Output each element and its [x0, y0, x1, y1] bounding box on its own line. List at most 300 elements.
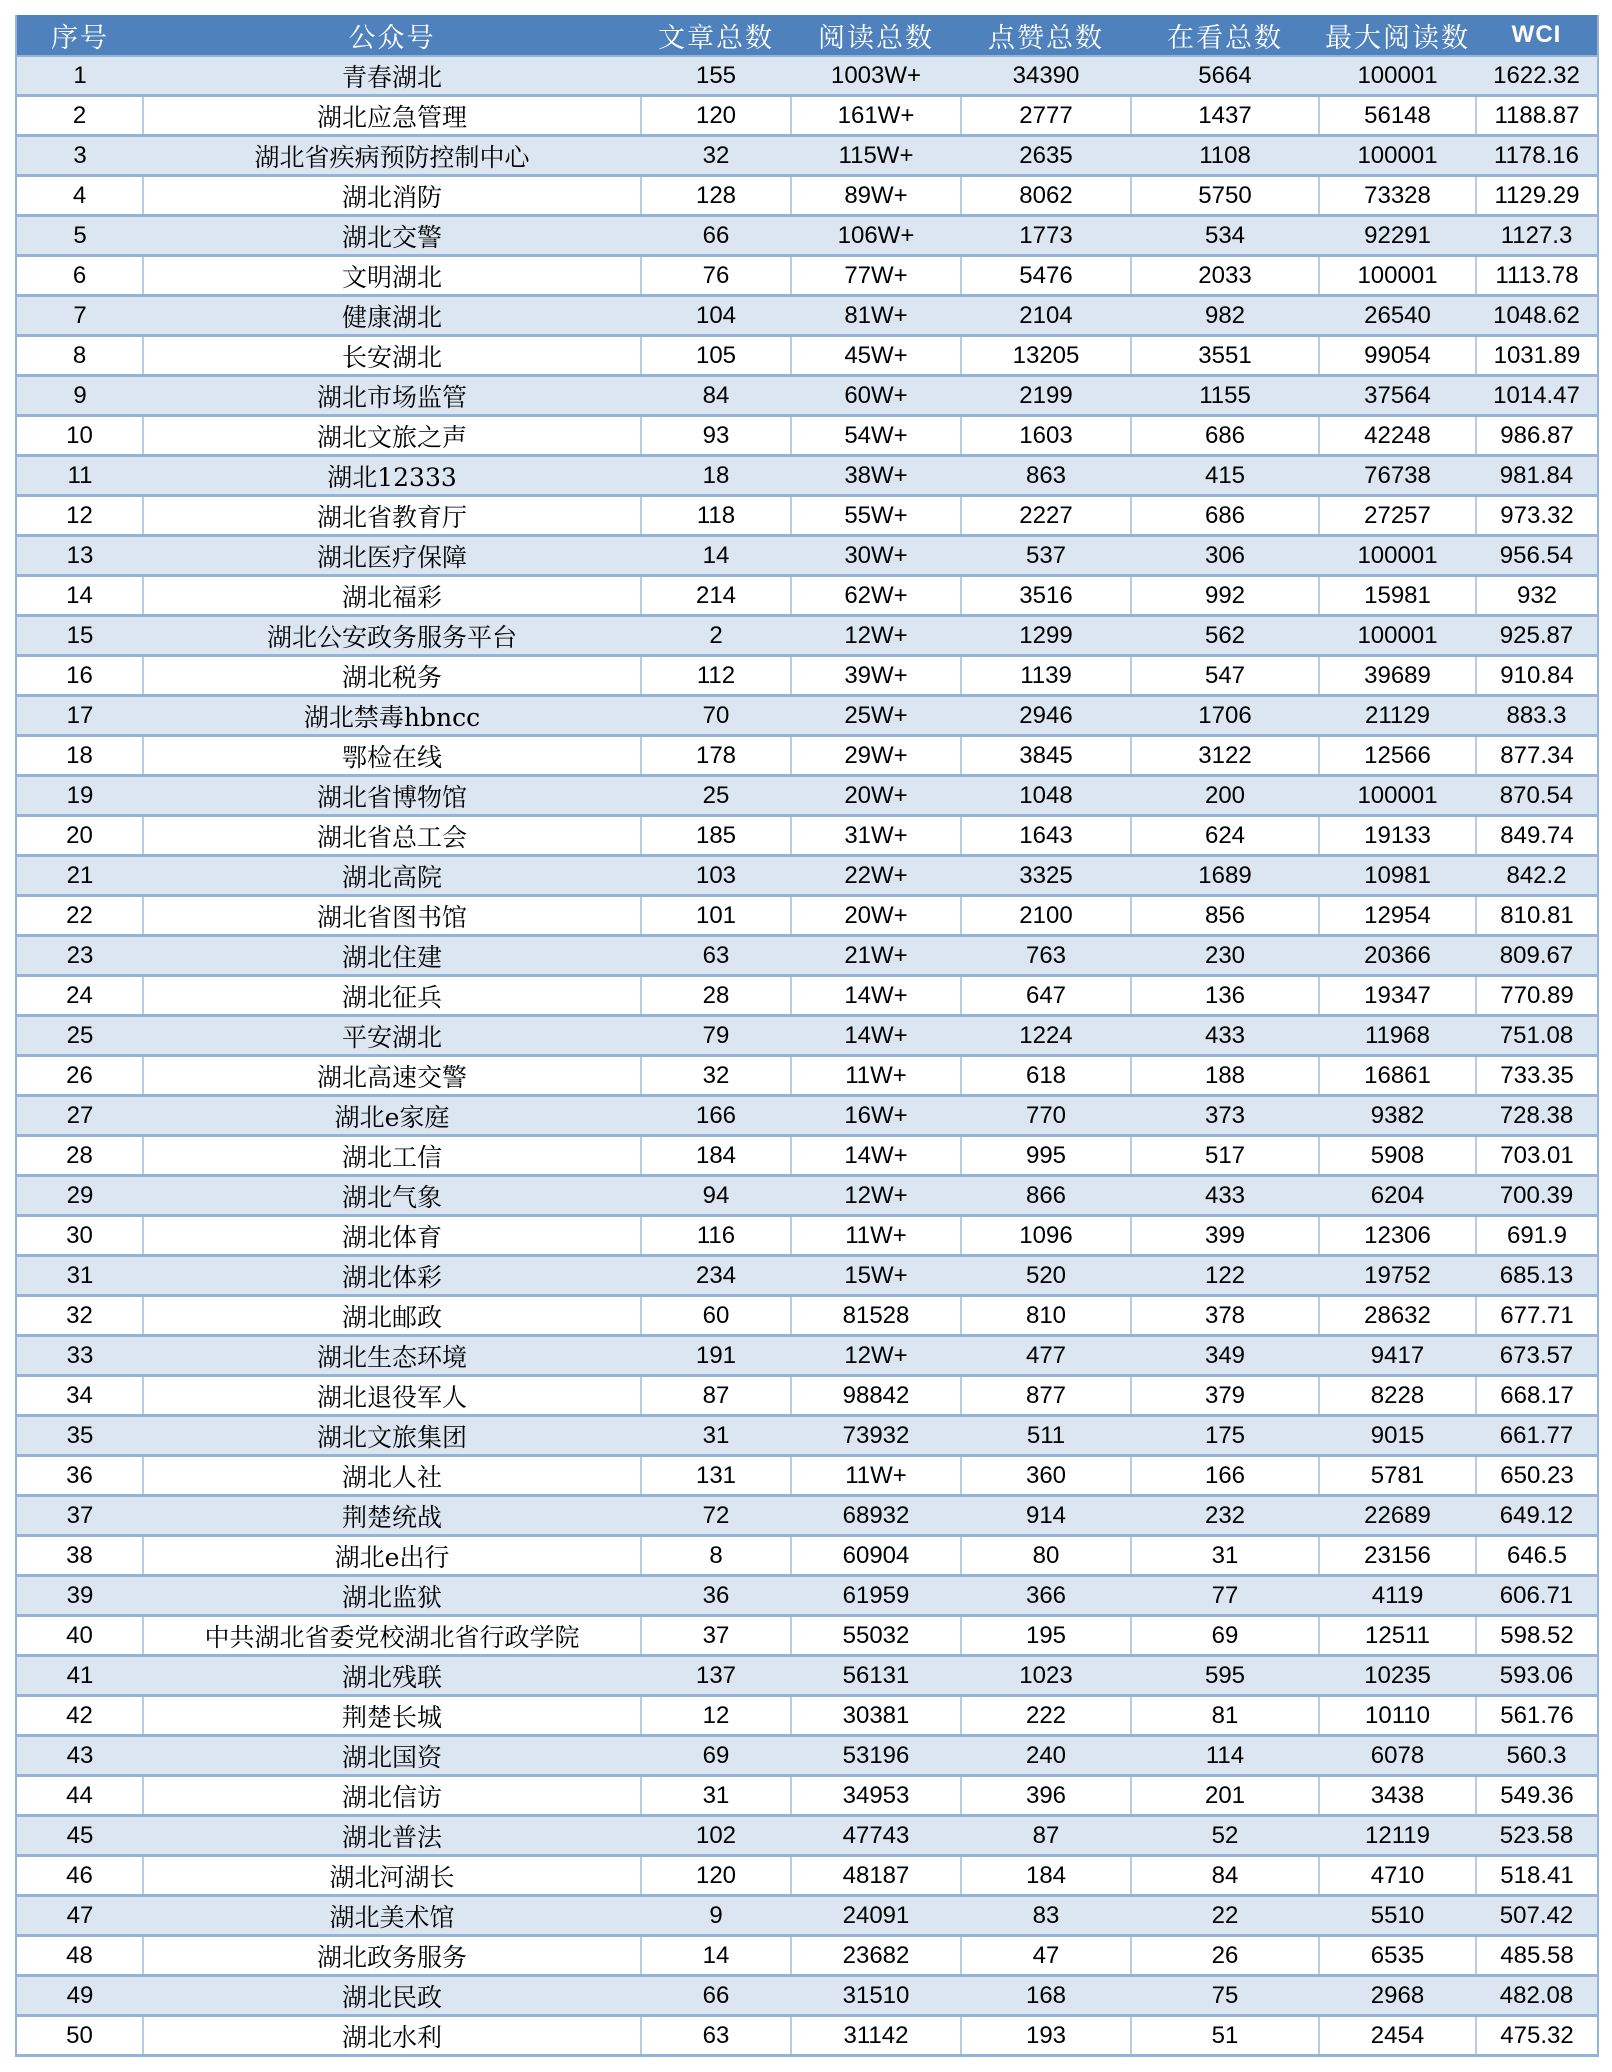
- rank-cell: 47: [16, 1896, 143, 1936]
- wci-cell: 703.01: [1476, 1136, 1598, 1176]
- account-name-cell: 文明湖北: [143, 256, 641, 296]
- total-reads-cell: 68932: [791, 1496, 961, 1536]
- rank-cell: 21: [16, 856, 143, 896]
- total-reads-cell: 106W+: [791, 216, 961, 256]
- max-reads-cell: 2968: [1319, 1976, 1476, 2016]
- rank-cell: 37: [16, 1496, 143, 1536]
- account-name-cell: 湖北信访: [143, 1776, 641, 1816]
- wci-cell: 549.36: [1476, 1776, 1598, 1816]
- rank-cell: 20: [16, 816, 143, 856]
- article-count-cell: 2: [641, 616, 791, 656]
- wechat-account-ranking-table: [15, 15, 1599, 2057]
- wci-cell: 661.77: [1476, 1416, 1598, 1456]
- total-reads-cell: 14W+: [791, 1136, 961, 1176]
- account-name-cell: 湖北交警: [143, 216, 641, 256]
- total-watching-cell: 3551: [1131, 336, 1319, 376]
- max-reads-cell: 6078: [1319, 1736, 1476, 1776]
- account-name-cell: 湖北省博物馆: [143, 776, 641, 816]
- article-count-cell: 166: [641, 1096, 791, 1136]
- article-count-cell: 66: [641, 216, 791, 256]
- article-count-cell: 8: [641, 1536, 791, 1576]
- wci-cell: 733.35: [1476, 1056, 1598, 1096]
- max-reads-cell: 42248: [1319, 416, 1476, 456]
- max-reads-cell: 100001: [1319, 536, 1476, 576]
- total-watching-cell: 433: [1131, 1016, 1319, 1056]
- total-likes-cell: 2227: [961, 496, 1131, 536]
- total-watching-cell: 200: [1131, 776, 1319, 816]
- rank-cell: 43: [16, 1736, 143, 1776]
- total-watching-cell: 232: [1131, 1496, 1319, 1536]
- table-row: [16, 696, 1598, 736]
- account-name-cell: 湖北体彩: [143, 1256, 641, 1296]
- rank-cell: 18: [16, 736, 143, 776]
- total-reads-cell: 23682: [791, 1936, 961, 1976]
- wci-cell: 646.5: [1476, 1536, 1598, 1576]
- article-count-cell: 70: [641, 696, 791, 736]
- table-row: [16, 456, 1598, 496]
- table-row: [16, 1816, 1598, 1856]
- total-reads-cell: 73932: [791, 1416, 961, 1456]
- wci-cell: 475.32: [1476, 2016, 1598, 2056]
- wci-cell: 1178.16: [1476, 136, 1598, 176]
- total-likes-cell: 914: [961, 1496, 1131, 1536]
- rank-cell: 15: [16, 616, 143, 656]
- wci-cell: 870.54: [1476, 776, 1598, 816]
- article-count-cell: 120: [641, 1856, 791, 1896]
- max-reads-cell: 20366: [1319, 936, 1476, 976]
- article-count-cell: 28: [641, 976, 791, 1016]
- account-name-cell: 湖北消防: [143, 176, 641, 216]
- wci-cell: 560.3: [1476, 1736, 1598, 1776]
- total-watching-cell: 81: [1131, 1696, 1319, 1736]
- rank-cell: 36: [16, 1456, 143, 1496]
- article-count-cell: 137: [641, 1656, 791, 1696]
- wci-cell: 1113.78: [1476, 256, 1598, 296]
- table-row: [16, 1256, 1598, 1296]
- total-likes-cell: 2104: [961, 296, 1131, 336]
- account-name-cell: 湖北生态环境: [143, 1336, 641, 1376]
- rank-cell: 30: [16, 1216, 143, 1256]
- total-watching-cell: 114: [1131, 1736, 1319, 1776]
- article-count-cell: 37: [641, 1616, 791, 1656]
- wci-cell: 593.06: [1476, 1656, 1598, 1696]
- article-count-cell: 14: [641, 1936, 791, 1976]
- max-reads-cell: 10110: [1319, 1696, 1476, 1736]
- wci-cell: 910.84: [1476, 656, 1598, 696]
- table-row: [16, 1456, 1598, 1496]
- max-reads-cell: 5908: [1319, 1136, 1476, 1176]
- table-row: [16, 656, 1598, 696]
- total-watching-cell: 378: [1131, 1296, 1319, 1336]
- total-watching-cell: 1689: [1131, 856, 1319, 896]
- wci-cell: 507.42: [1476, 1896, 1598, 1936]
- total-watching-cell: 166: [1131, 1456, 1319, 1496]
- wci-cell: 925.87: [1476, 616, 1598, 656]
- total-likes-cell: 396: [961, 1776, 1131, 1816]
- article-count-cell: 102: [641, 1816, 791, 1856]
- article-count-cell: 112: [641, 656, 791, 696]
- article-count-cell: 185: [641, 816, 791, 856]
- account-name-cell: 湖北医疗保障: [143, 536, 641, 576]
- total-reads-cell: 31W+: [791, 816, 961, 856]
- total-reads-cell: 12W+: [791, 616, 961, 656]
- article-count-cell: 36: [641, 1576, 791, 1616]
- table-row: [16, 416, 1598, 456]
- total-likes-cell: 810: [961, 1296, 1131, 1336]
- max-reads-cell: 6535: [1319, 1936, 1476, 1976]
- total-watching-cell: 122: [1131, 1256, 1319, 1296]
- total-likes-cell: 863: [961, 456, 1131, 496]
- total-likes-cell: 1096: [961, 1216, 1131, 1256]
- total-watching-cell: 547: [1131, 656, 1319, 696]
- account-name-cell: 湖北高院: [143, 856, 641, 896]
- max-reads-cell: 21129: [1319, 696, 1476, 736]
- rank-cell: 50: [16, 2016, 143, 2056]
- rank-cell: 48: [16, 1936, 143, 1976]
- wci-cell: 668.17: [1476, 1376, 1598, 1416]
- table-row: [16, 136, 1598, 176]
- total-reads-cell: 25W+: [791, 696, 961, 736]
- table-row: [16, 56, 1598, 96]
- max-reads-cell: 8228: [1319, 1376, 1476, 1416]
- total-reads-cell: 31142: [791, 2016, 961, 2056]
- account-name-cell: 湖北河湖长: [143, 1856, 641, 1896]
- total-likes-cell: 647: [961, 976, 1131, 1016]
- total-likes-cell: 1773: [961, 216, 1131, 256]
- account-name-cell: 湖北政务服务: [143, 1936, 641, 1976]
- article-count-cell: 31: [641, 1776, 791, 1816]
- total-watching-cell: 75: [1131, 1976, 1319, 2016]
- total-reads-cell: 11W+: [791, 1216, 961, 1256]
- total-watching-cell: 51: [1131, 2016, 1319, 2056]
- total-watching-cell: 1108: [1131, 136, 1319, 176]
- article-count-cell: 14: [641, 536, 791, 576]
- total-watching-cell: 856: [1131, 896, 1319, 936]
- total-likes-cell: 477: [961, 1336, 1131, 1376]
- rank-cell: 35: [16, 1416, 143, 1456]
- max-reads-cell: 19347: [1319, 976, 1476, 1016]
- max-reads-cell: 4119: [1319, 1576, 1476, 1616]
- rank-cell: 2: [16, 96, 143, 136]
- wci-cell: 650.23: [1476, 1456, 1598, 1496]
- table-row: [16, 896, 1598, 936]
- account-name-cell: 荆楚统战: [143, 1496, 641, 1536]
- total-likes-cell: 537: [961, 536, 1131, 576]
- total-reads-cell: 60W+: [791, 376, 961, 416]
- table-row: [16, 1096, 1598, 1136]
- wci-cell: 673.57: [1476, 1336, 1598, 1376]
- total-watching-cell: 399: [1131, 1216, 1319, 1256]
- rank-cell: 26: [16, 1056, 143, 1096]
- total-reads-cell: 14W+: [791, 1016, 961, 1056]
- table-row: [16, 1336, 1598, 1376]
- article-count-cell: 103: [641, 856, 791, 896]
- total-watching-cell: 31: [1131, 1536, 1319, 1576]
- account-name-cell: 湖北税务: [143, 656, 641, 696]
- article-count-cell: 12: [641, 1696, 791, 1736]
- total-reads-cell: 22W+: [791, 856, 961, 896]
- total-reads-cell: 11W+: [791, 1456, 961, 1496]
- total-reads-cell: 56131: [791, 1656, 961, 1696]
- max-reads-cell: 4710: [1319, 1856, 1476, 1896]
- account-name-cell: 湖北美术馆: [143, 1896, 641, 1936]
- total-reads-cell: 39W+: [791, 656, 961, 696]
- max-reads-cell: 10235: [1319, 1656, 1476, 1696]
- rank-cell: 5: [16, 216, 143, 256]
- total-watching-cell: 1437: [1131, 96, 1319, 136]
- wci-cell: 485.58: [1476, 1936, 1598, 1976]
- total-watching-cell: 52: [1131, 1816, 1319, 1856]
- total-likes-cell: 366: [961, 1576, 1131, 1616]
- total-watching-cell: 562: [1131, 616, 1319, 656]
- rank-cell: 41: [16, 1656, 143, 1696]
- max-reads-cell: 100001: [1319, 56, 1476, 96]
- table-row: [16, 256, 1598, 296]
- total-reads-cell: 11W+: [791, 1056, 961, 1096]
- article-count-cell: 178: [641, 736, 791, 776]
- rank-cell: 44: [16, 1776, 143, 1816]
- article-count-cell: 63: [641, 2016, 791, 2056]
- total-likes-cell: 184: [961, 1856, 1131, 1896]
- total-likes-cell: 47: [961, 1936, 1131, 1976]
- table-row: [16, 216, 1598, 256]
- total-reads-cell: 161W+: [791, 96, 961, 136]
- wci-cell: 598.52: [1476, 1616, 1598, 1656]
- article-count-cell: 94: [641, 1176, 791, 1216]
- total-reads-cell: 98842: [791, 1376, 961, 1416]
- article-count-cell: 18: [641, 456, 791, 496]
- rank-cell: 42: [16, 1696, 143, 1736]
- account-name-cell: 健康湖北: [143, 296, 641, 336]
- account-name-cell: 湖北残联: [143, 1656, 641, 1696]
- wci-cell: 1014.47: [1476, 376, 1598, 416]
- account-name-cell: 湖北住建: [143, 936, 641, 976]
- total-likes-cell: 2946: [961, 696, 1131, 736]
- rank-cell: 23: [16, 936, 143, 976]
- wci-cell: 561.76: [1476, 1696, 1598, 1736]
- rank-cell: 3: [16, 136, 143, 176]
- total-reads-cell: 16W+: [791, 1096, 961, 1136]
- rank-cell: 4: [16, 176, 143, 216]
- total-likes-cell: 240: [961, 1736, 1131, 1776]
- account-name-cell: 湖北气象: [143, 1176, 641, 1216]
- max-reads-cell: 100001: [1319, 136, 1476, 176]
- total-likes-cell: 866: [961, 1176, 1131, 1216]
- wci-cell: 1127.3: [1476, 216, 1598, 256]
- total-watching-cell: 201: [1131, 1776, 1319, 1816]
- wci-cell: 842.2: [1476, 856, 1598, 896]
- rank-cell: 10: [16, 416, 143, 456]
- account-name-cell: 平安湖北: [143, 1016, 641, 1056]
- account-name-cell: 湖北文旅集团: [143, 1416, 641, 1456]
- rank-cell: 19: [16, 776, 143, 816]
- total-likes-cell: 877: [961, 1376, 1131, 1416]
- article-count-cell: 214: [641, 576, 791, 616]
- rank-cell: 27: [16, 1096, 143, 1136]
- max-reads-cell: 9417: [1319, 1336, 1476, 1376]
- article-count-cell: 93: [641, 416, 791, 456]
- article-count-cell: 79: [641, 1016, 791, 1056]
- article-count-cell: 32: [641, 1056, 791, 1096]
- header-total-likes: 点赞总数: [961, 15, 1131, 56]
- wci-cell: 883.3: [1476, 696, 1598, 736]
- wci-cell: 1031.89: [1476, 336, 1598, 376]
- article-count-cell: 184: [641, 1136, 791, 1176]
- total-likes-cell: 1139: [961, 656, 1131, 696]
- account-name-cell: 湖北公安政务服务平台: [143, 616, 641, 656]
- article-count-cell: 116: [641, 1216, 791, 1256]
- account-name-cell: 湖北市场监管: [143, 376, 641, 416]
- total-likes-cell: 3325: [961, 856, 1131, 896]
- total-likes-cell: 1023: [961, 1656, 1131, 1696]
- total-watching-cell: 624: [1131, 816, 1319, 856]
- total-reads-cell: 12W+: [791, 1336, 961, 1376]
- total-likes-cell: 1603: [961, 416, 1131, 456]
- account-name-cell: 湖北工信: [143, 1136, 641, 1176]
- table-row: [16, 1376, 1598, 1416]
- max-reads-cell: 11968: [1319, 1016, 1476, 1056]
- total-watching-cell: 534: [1131, 216, 1319, 256]
- total-reads-cell: 81W+: [791, 296, 961, 336]
- total-reads-cell: 55032: [791, 1616, 961, 1656]
- total-likes-cell: 763: [961, 936, 1131, 976]
- rank-cell: 39: [16, 1576, 143, 1616]
- rank-cell: 29: [16, 1176, 143, 1216]
- total-likes-cell: 1224: [961, 1016, 1131, 1056]
- max-reads-cell: 12306: [1319, 1216, 1476, 1256]
- table-row: [16, 1896, 1598, 1936]
- table-header-row: [16, 15, 1598, 56]
- account-name-cell: 青春湖北: [143, 56, 641, 96]
- article-count-cell: 9: [641, 1896, 791, 1936]
- max-reads-cell: 100001: [1319, 256, 1476, 296]
- rank-cell: 16: [16, 656, 143, 696]
- total-likes-cell: 87: [961, 1816, 1131, 1856]
- account-name-cell: 湖北省图书馆: [143, 896, 641, 936]
- rank-cell: 8: [16, 336, 143, 376]
- wci-cell: 649.12: [1476, 1496, 1598, 1536]
- account-name-cell: 湖北民政: [143, 1976, 641, 2016]
- table-row: [16, 1696, 1598, 1736]
- total-likes-cell: 13205: [961, 336, 1131, 376]
- wci-cell: 770.89: [1476, 976, 1598, 1016]
- max-reads-cell: 15981: [1319, 576, 1476, 616]
- table-row: [16, 496, 1598, 536]
- rank-cell: 7: [16, 296, 143, 336]
- header-total-reads: 阅读总数: [791, 15, 961, 56]
- table-row: [16, 536, 1598, 576]
- table-row: [16, 1616, 1598, 1656]
- article-count-cell: 101: [641, 896, 791, 936]
- total-likes-cell: 618: [961, 1056, 1131, 1096]
- account-name-cell: 湖北文旅之声: [143, 416, 641, 456]
- max-reads-cell: 3438: [1319, 1776, 1476, 1816]
- rank-cell: 33: [16, 1336, 143, 1376]
- header-total-watching: 在看总数: [1131, 15, 1319, 56]
- max-reads-cell: 12954: [1319, 896, 1476, 936]
- max-reads-cell: 37564: [1319, 376, 1476, 416]
- total-watching-cell: 1155: [1131, 376, 1319, 416]
- total-likes-cell: 995: [961, 1136, 1131, 1176]
- wci-cell: 1188.87: [1476, 96, 1598, 136]
- total-reads-cell: 45W+: [791, 336, 961, 376]
- total-watching-cell: 595: [1131, 1656, 1319, 1696]
- wci-cell: 1129.29: [1476, 176, 1598, 216]
- article-count-cell: 31: [641, 1416, 791, 1456]
- total-watching-cell: 379: [1131, 1376, 1319, 1416]
- wci-cell: 810.81: [1476, 896, 1598, 936]
- total-reads-cell: 54W+: [791, 416, 961, 456]
- article-count-cell: 128: [641, 176, 791, 216]
- rank-cell: 46: [16, 1856, 143, 1896]
- total-watching-cell: 175: [1131, 1416, 1319, 1456]
- total-likes-cell: 34390: [961, 56, 1131, 96]
- table-row: [16, 936, 1598, 976]
- total-reads-cell: 77W+: [791, 256, 961, 296]
- table-row: [16, 856, 1598, 896]
- table-row: [16, 2016, 1598, 2056]
- max-reads-cell: 6204: [1319, 1176, 1476, 1216]
- header-max-reads: 最大阅读数: [1319, 15, 1476, 56]
- rank-cell: 1: [16, 56, 143, 96]
- total-likes-cell: 1643: [961, 816, 1131, 856]
- wci-cell: 728.38: [1476, 1096, 1598, 1136]
- account-name-cell: 湖北征兵: [143, 976, 641, 1016]
- wci-cell: 981.84: [1476, 456, 1598, 496]
- table-row: [16, 1776, 1598, 1816]
- total-likes-cell: 3845: [961, 736, 1131, 776]
- account-name-cell: 湖北退役军人: [143, 1376, 641, 1416]
- table-row: [16, 1016, 1598, 1056]
- article-count-cell: 131: [641, 1456, 791, 1496]
- table-row: [16, 1136, 1598, 1176]
- article-count-cell: 105: [641, 336, 791, 376]
- wci-cell: 973.32: [1476, 496, 1598, 536]
- max-reads-cell: 39689: [1319, 656, 1476, 696]
- total-watching-cell: 5750: [1131, 176, 1319, 216]
- total-watching-cell: 77: [1131, 1576, 1319, 1616]
- rank-cell: 17: [16, 696, 143, 736]
- ranking-table-container: [15, 15, 1597, 2057]
- rank-cell: 14: [16, 576, 143, 616]
- account-name-cell: 湖北福彩: [143, 576, 641, 616]
- wci-cell: 1622.32: [1476, 56, 1598, 96]
- table-row: [16, 1576, 1598, 1616]
- max-reads-cell: 19133: [1319, 816, 1476, 856]
- table-row: [16, 776, 1598, 816]
- table-row: [16, 1056, 1598, 1096]
- total-reads-cell: 61959: [791, 1576, 961, 1616]
- account-name-cell: 湖北e出行: [143, 1536, 641, 1576]
- account-name-cell: 荆楚长城: [143, 1696, 641, 1736]
- account-name-cell: 湖北水利: [143, 2016, 641, 2056]
- total-reads-cell: 12W+: [791, 1176, 961, 1216]
- total-likes-cell: 2100: [961, 896, 1131, 936]
- total-reads-cell: 115W+: [791, 136, 961, 176]
- max-reads-cell: 92291: [1319, 216, 1476, 256]
- total-reads-cell: 20W+: [791, 896, 961, 936]
- total-reads-cell: 38W+: [791, 456, 961, 496]
- max-reads-cell: 12511: [1319, 1616, 1476, 1656]
- total-likes-cell: 520: [961, 1256, 1131, 1296]
- account-name-cell: 湖北省教育厅: [143, 496, 641, 536]
- total-watching-cell: 306: [1131, 536, 1319, 576]
- article-count-cell: 66: [641, 1976, 791, 2016]
- wci-cell: 691.9: [1476, 1216, 1598, 1256]
- total-likes-cell: 1299: [961, 616, 1131, 656]
- total-likes-cell: 770: [961, 1096, 1131, 1136]
- max-reads-cell: 10981: [1319, 856, 1476, 896]
